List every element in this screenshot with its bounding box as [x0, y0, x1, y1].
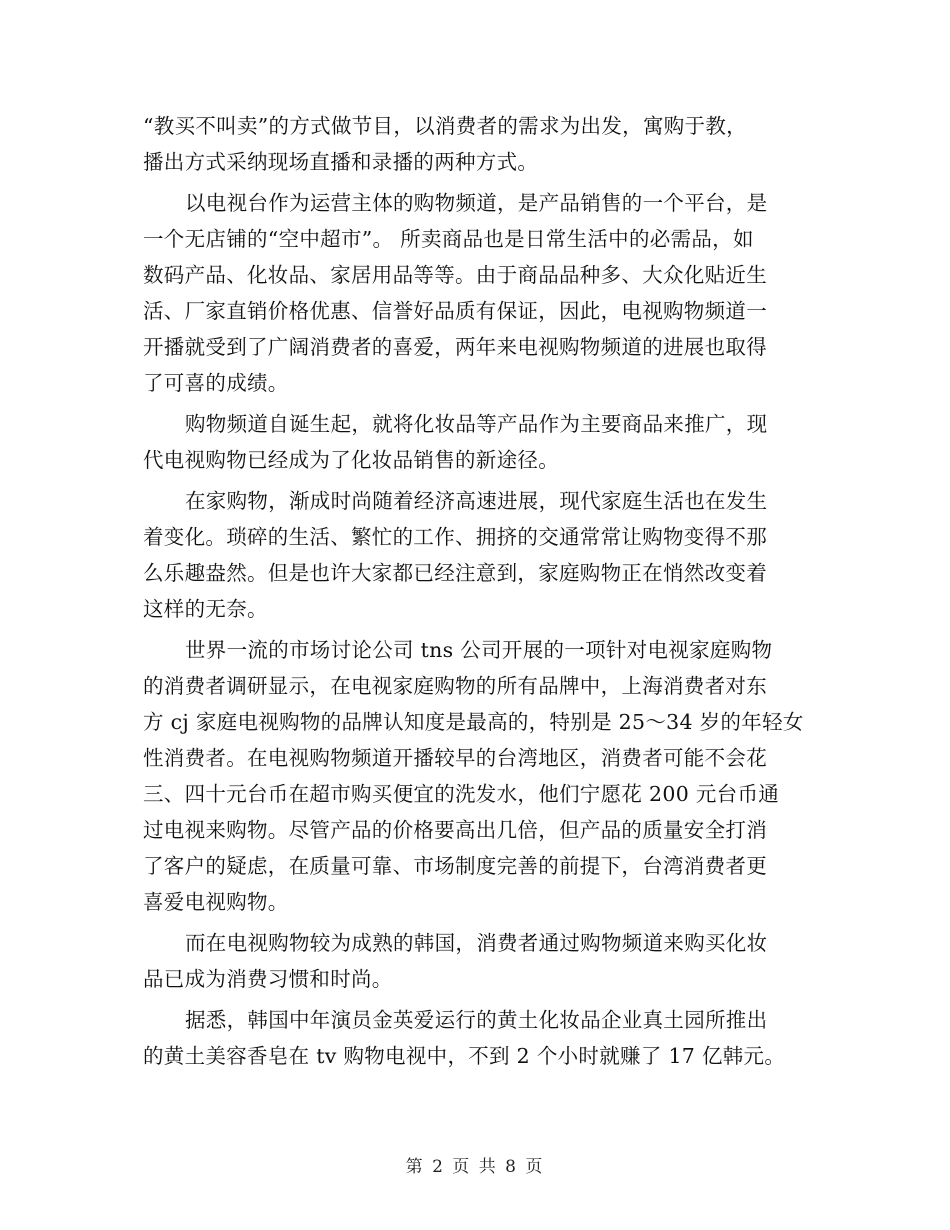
- paragraph-p1: [143, 108, 808, 180]
- text-line: 过电视来购物。尽管产品的价格要高出几倍，但产品的质量安全打消: [143, 818, 767, 842]
- text-line: 性消费者。在电视购物频道开播较早的台湾地区，消费者可能不会花: [143, 746, 767, 770]
- paragraph-p2: [143, 185, 808, 401]
- text-line: 么乐趣盎然。但是也许大家都已经注意到，家庭购物正在悄然改变着: [143, 561, 767, 585]
- text-line: 而在电视购物较为成熟的韩国，消费者通过购物频道来购买化妆: [185, 931, 768, 955]
- text-line: 一个无店铺的“空中超市”。 所卖商品也是日常生活中的必需品，如: [143, 227, 754, 251]
- paragraph-p5: [143, 632, 808, 920]
- text-line: 代电视购物已经成为了化妆品销售的新途径。: [143, 448, 559, 472]
- text-line: 的黄土美容香皂在 tv 购物电视中，不到 2 个小时就赚了 17 亿韩元。: [143, 1044, 786, 1068]
- text-line: 喜爱电视购物。: [143, 890, 289, 914]
- text-line: 活、厂家直销价格优惠、信誉好品质有保证，因此，电视购物频道一: [143, 299, 767, 323]
- text-line: 世界一流的市场讨论公司 tns 公司开展的一项针对电视家庭购物: [185, 638, 773, 662]
- text-line: 的消费者调研显示，在电视家庭购物的所有品牌中，上海消费者对东: [143, 674, 767, 698]
- paragraph-p7: [143, 1002, 808, 1074]
- text-line: 品已成为消费习惯和时尚。: [143, 967, 393, 991]
- paragraph-p3: [143, 406, 808, 478]
- document-body: [143, 108, 808, 1074]
- paragraph-p6: [143, 925, 808, 997]
- text-line: 以电视台作为运营主体的购物频道，是产品销售的一个平台，是: [185, 191, 768, 215]
- text-line: 着变化。琐碎的生活、繁忙的工作、拥挤的交通常常让购物变得不那: [143, 525, 767, 549]
- text-line: 在家购物，渐成时尚随着经济高速进展，现代家庭生活也在发生: [185, 489, 768, 513]
- paragraph-p4: [143, 483, 808, 627]
- text-line: 方 cj 家庭电视购物的品牌认知度是最高的，特别是 25～34 岁的年轻女: [143, 710, 804, 734]
- text-line: 数码产品、化妆品、家居用品等等。由于商品品种多、大众化贴近生: [143, 263, 767, 287]
- text-line: 这样的无奈。: [143, 597, 268, 621]
- text-line: “教买不叫卖”的方式做节目，以消费者的需求为出发，寓购于教，: [143, 114, 747, 138]
- text-line: 据悉，韩国中年演员金英爱运行的黄土化妆品企业真土园所推出: [185, 1008, 768, 1032]
- text-line: 了客户的疑虑，在质量可靠、市场制度完善的前提下，台湾消费者更: [143, 854, 767, 878]
- text-line: 开播就受到了广阔消费者的喜爱，两年来电视购物频道的进展也取得: [143, 335, 767, 359]
- page-number-footer: 第 2 页 共 8 页: [405, 1157, 545, 1177]
- text-line: 购物频道自诞生起，就将化妆品等产品作为主要商品来推广，现: [185, 412, 768, 436]
- text-line: 三、四十元台币在超市购买便宜的洗发水，他们宁愿花 200 元台币通: [143, 782, 780, 806]
- text-line: 播出方式采纳现场直播和录播的两种方式。: [143, 150, 539, 174]
- text-line: 了可喜的成绩。: [143, 371, 289, 395]
